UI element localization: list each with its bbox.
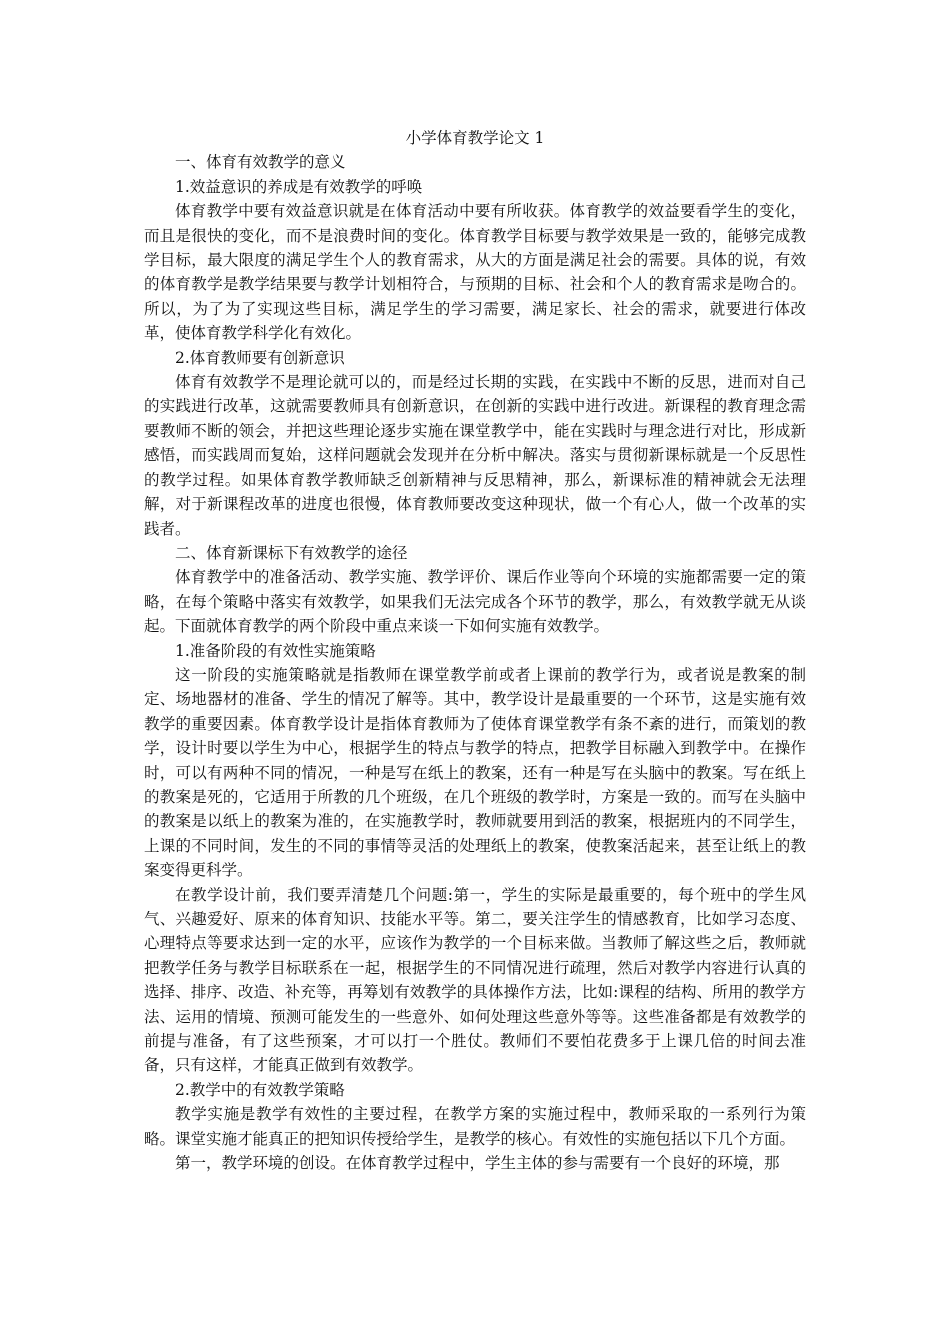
paragraph: 体育教学中的准备活动、教学实施、教学评价、课后作业等向个环境的实施都需要一定的策略，在每个策略中落实有效教学，如果我们无法完成各个环节的教学，那么，有效教学就无从谈起。下面就体育教学的两个阶段中重点来谈一下如何实施有效教学。 (144, 568, 806, 636)
paragraph: 体育教学中要有效益意识就是在体育活动中要有所收获。体育教学的效益要看学生的变化，而且是很快的变化，而不是浪费时间的变化。体育教学目标要与教学效果是一致的，能够完成教学目标，最大限度的满足学生个人的教育需求，从大的方面是满足社会的需要。具体的说，有效的体育教学是教学结果要与教学计划相符合，与预期的目标、社会和个人的教育需求是吻合的。所以，为了为了实现这些目标，满足学生的学习需要，满足家长、社会的需求，就要进行体改革，使体育教学科学化有效化。 (144, 202, 806, 343)
subheading-2-1: 1.准备阶段的有效性实施策略 (175, 641, 376, 660)
paragraph: 在教学设计前，我们要弄清楚几个问题:第一，学生的实际是最重要的，每个班中的学生风气、兴趣爱好、原来的体育知识、技能水平等。第二，要关注学生的情感教育，比如学习态度、心理特点等要求达到一定的水平，应该作为教学的一个目标来做。当教师了解这些之后，教师就把教学任务与教学目标联系在一起，根据学生的不同情况进行疏理，然后对教学内容进行认真的选择、排序、改造、补充等，再筹划有效教学的具体操作方法，比如:课程的结构、所用的教学方法、运用的情境、预测可能发生的一些意外、如何处理这些意外等等。这些准备都是有效教学的前提与准备，有了这些预案，才可以打一个胜仗。教师们不要怕花费多于上课几倍的时间去准备，只有这样，才能真正做到有效教学。 (144, 885, 806, 1075)
document-title: 小学体育教学论文 1 (405, 129, 545, 147)
heading-section-1: 一、体育有效教学的意义 (175, 153, 346, 172)
paragraph: 这一阶段的实施策略就是指教师在课堂教学前或者上课前的教学行为，或者说是教案的制定、场地器材的准备、学生的情况了解等。其中，教学设计是最重要的一个环节，这是实施有效教学的重要因素。体育教学设计是指体育教师为了使体育课堂教学有条不紊的进行，而策划的教学，设计时要以学生为中心，根据学生的特点与教学的特点，把教学目标融入到教学中。在操作时，可以有两种不同的情况，一种是写在纸上的教案，还有一种是写在头脑中的教案。写在纸上的教案是死的，它适用于所教的几个班级，在几个班级的教学时，方案是一致的。而写在头脑中的教案是以纸上的教案为准的，在实施教学时，教师就要用到活的教案，根据班内的不同学生，上课的不同时间，发生的不同的事情等灵活的处理纸上的教案，使教案活起来，甚至让纸上的教案变得更科学。 (144, 665, 806, 880)
document-body (144, 126, 806, 1175)
paragraph: 教学实施是教学有效性的主要过程，在教学方案的实施过程中，教师采取的一系列行为策略。课堂实施才能真正的把知识传授给学生，是教学的核心。有效性的实施包括以下几个方面。 (144, 1105, 806, 1148)
subheading-1-2: 2.体育教师要有创新意识 (175, 348, 345, 367)
paragraph: 体育有效教学不是理论就可以的，而是经过长期的实践，在实践中不断的反思，进而对自己的实践进行改革，这就需要教师具有创新意识，在创新的实践中进行改进。新课程的教育理念需要教师不断的领会，并把这些理论逐步实施在课堂教学中，能在实践时与理念进行对比，形成新感悟，而实践周而复始，这样问题就会发现并在分析中解决。落实与贯彻新课标就是一个反思性的教学过程。如果体育教学教师缺乏创新精神与反思精神，那么，新课标准的精神就会无法理解，对于新课程改革的进度也很慢，体育教师要改变这种现状，做一个有心人，做一个改革的实践者。 (144, 373, 806, 538)
heading-section-2: 二、体育新课标下有效教学的途径 (175, 543, 408, 562)
subheading-2-2: 2.教学中的有效教学策略 (175, 1080, 345, 1099)
subheading-1-1: 1.效益意识的养成是有效教学的呼唤 (175, 177, 423, 196)
paragraph: 第一，教学环境的创设。在体育教学过程中，学生主体的参与需要有一个良好的环境，那 (175, 1154, 780, 1173)
